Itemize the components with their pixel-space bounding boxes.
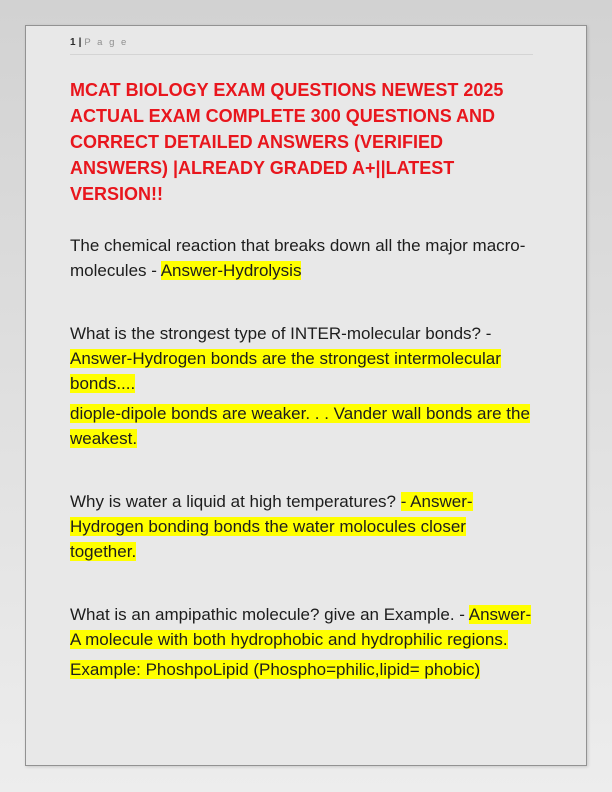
- answer-highlight: Answer-Hydrolysis: [160, 261, 302, 280]
- qa-paragraph: [70, 657, 533, 682]
- page-header: [70, 36, 533, 55]
- page-header-separator: |: [78, 37, 82, 48]
- document-title: MCAT BIOLOGY EXAM QUESTIONS NEWEST 2025 ACTUAL EXAM COMPLETE 300 QUESTIONS AND CORRECT DETAILED ANSWERS (VERIFIED ANSWERS) |ALREADY GRADED A+||LATEST VERSION!!: [70, 80, 504, 204]
- answer-highlight: Answer-Hydrogen bonds are the strongest intermolecular bonds....: [70, 349, 501, 393]
- qa-list: [70, 233, 533, 682]
- qa-item: [70, 233, 533, 283]
- answer-highlight: - Answer-Hydrogen bonding bonds the water molocules closer together.: [70, 492, 473, 561]
- question-text: Why is water a liquid at high temperatures?: [70, 492, 401, 511]
- qa-paragraph: [70, 602, 533, 652]
- question-text: The chemical reaction that breaks down all the major macro-molecules -: [70, 236, 526, 280]
- qa-paragraph: [70, 321, 533, 396]
- page-header-label: P a g e: [84, 37, 129, 48]
- question-text: What is an ampipathic molecule? give an Example. -: [70, 605, 469, 624]
- question-text: What is the strongest type of INTER-molecular bonds? -: [70, 324, 492, 343]
- qa-paragraph: [70, 233, 533, 283]
- example-highlight: Example: PhoshpoLipid (Phospho=philic,lipid= phobic): [70, 660, 481, 679]
- qa-item: [70, 602, 533, 682]
- qa-item: [70, 489, 533, 564]
- qa-paragraph: [70, 401, 533, 451]
- qa-item: [70, 321, 533, 451]
- document-page: [25, 25, 587, 766]
- qa-paragraph: [70, 489, 533, 564]
- answer-highlight: diople-dipole bonds are weaker. . . Vander wall bonds are the weakest.: [70, 404, 530, 448]
- answer-highlight: Answer-A molecule with both hydrophobic and hydrophilic regions.: [70, 605, 532, 649]
- page-number: 1: [70, 37, 76, 48]
